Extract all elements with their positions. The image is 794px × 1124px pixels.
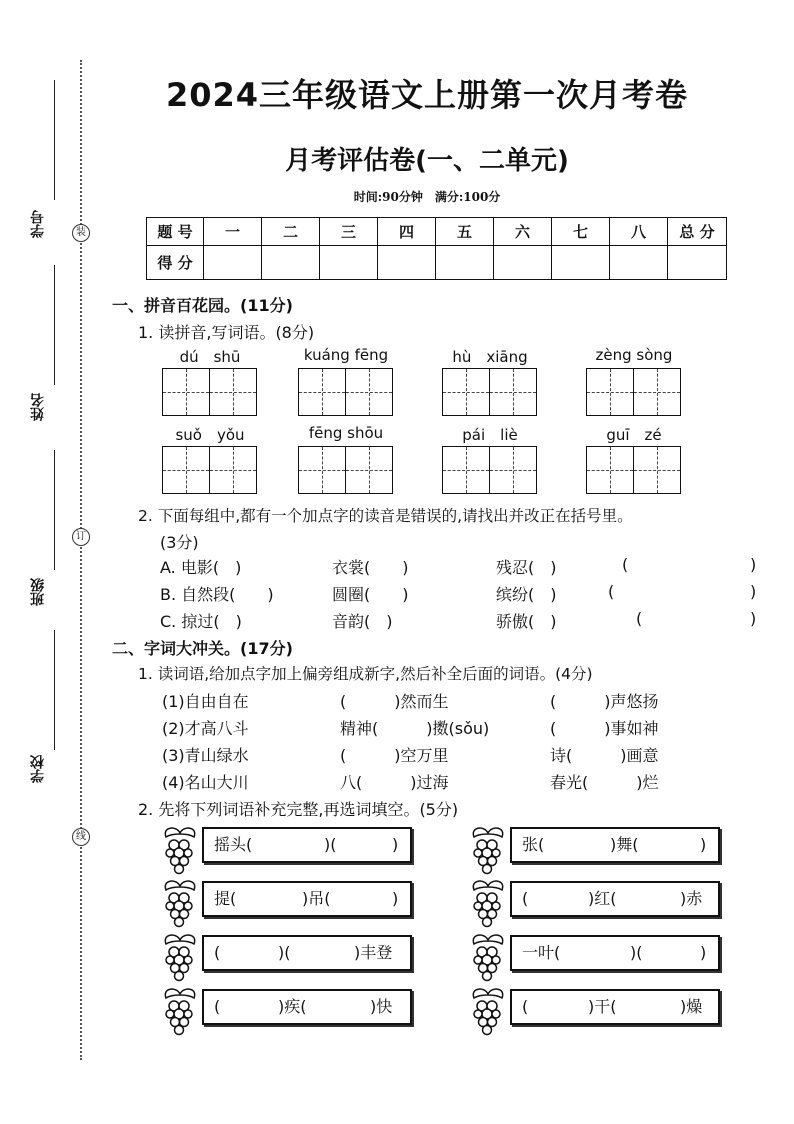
fill-blank[interactable]: ( )然而生: [340, 692, 449, 711]
score-cell[interactable]: [610, 246, 668, 280]
idiom-card[interactable]: [202, 881, 412, 917]
pinyin-writing-box[interactable]: [586, 424, 682, 496]
tianzige-cell[interactable]: [209, 368, 257, 416]
score-header: 总 分: [668, 218, 727, 246]
card-text: )(: [278, 943, 291, 962]
pinyin-writing-box[interactable]: [586, 346, 682, 418]
grape-icon: [158, 823, 202, 875]
answer-item[interactable]: 衣裳( ): [332, 558, 409, 577]
answer-item[interactable]: 音韵( ): [332, 612, 393, 631]
score-header: 三: [320, 218, 378, 246]
s1-q2-points: (3分): [160, 533, 199, 552]
idiom-word: (4)名山大川: [162, 773, 249, 792]
pinyin-label: dú shū: [179, 348, 241, 366]
answer-item[interactable]: 残忍( ): [496, 558, 557, 577]
answer-item[interactable]: C. 掠过( ): [160, 612, 242, 631]
pinyin-label: suǒ yǒu: [175, 426, 245, 444]
pinyin-label: zèng sòng: [595, 346, 673, 364]
idiom-card[interactable]: [510, 935, 720, 971]
card-text: )燥: [680, 997, 703, 1016]
card-text: 一叶(: [522, 943, 561, 962]
grape-icon: [466, 930, 510, 982]
fill-blank[interactable]: 精神( )擞(sǒu): [340, 719, 490, 738]
seal-char: 线: [72, 828, 90, 846]
answer-item[interactable]: 骄傲( ): [496, 612, 557, 631]
s1-q2-row-b: [160, 582, 770, 604]
tianzige-cell[interactable]: [442, 368, 490, 416]
fill-blank[interactable]: 诗( )画意: [550, 746, 659, 765]
s2-q1-prompt: 1. 读词语,给加点字加上偏旁组成新字,然后补全后面的词语。(4分): [138, 665, 593, 683]
card-text: (: [214, 997, 221, 1016]
school-label: 学校: [30, 755, 46, 783]
idiom-word: (3)青山绿水: [162, 746, 249, 765]
score-cell[interactable]: [436, 246, 494, 280]
tianzige-cell[interactable]: [586, 368, 634, 416]
pinyin-writing-box[interactable]: [162, 424, 258, 496]
answer-item[interactable]: 圆圈( ): [332, 585, 409, 604]
tianzige-cell[interactable]: [442, 446, 490, 494]
s1-q2-row-a: [160, 555, 770, 577]
pinyin-writing-box[interactable]: [298, 346, 394, 418]
section2-heading: 二、字词大冲关。(17分): [112, 639, 293, 658]
score-cell[interactable]: [552, 246, 610, 280]
idiom-card[interactable]: [510, 827, 720, 863]
card-text: )舞(: [610, 835, 639, 854]
pinyin-label: kuáng fēng: [303, 346, 389, 364]
card-text: ): [700, 835, 707, 854]
score-table: [146, 217, 727, 280]
tianzige-cell[interactable]: [298, 368, 346, 416]
s1-q2-prompt: 2. 下面每组中,都有一个加点字的读音是错误的,请找出并改正在括号里。: [138, 507, 633, 525]
s2-q1-row: [162, 689, 722, 711]
pinyin-label: fēng shōu: [308, 424, 384, 442]
idiom-word: (2)才高八斗: [162, 719, 249, 738]
score-header: 二: [262, 218, 320, 246]
tianzige-cell[interactable]: [162, 446, 210, 494]
s2-q1-row: [162, 716, 722, 738]
card-text: 张(: [522, 835, 545, 854]
tianzige-cell[interactable]: [489, 368, 537, 416]
tianzige-cell[interactable]: [586, 446, 634, 494]
score-header: 四: [378, 218, 436, 246]
card-text: ): [392, 889, 399, 908]
fill-blank[interactable]: 八( )过海: [340, 773, 449, 792]
fill-blank[interactable]: ( )事如神: [550, 719, 659, 738]
card-text: ): [392, 835, 399, 854]
grape-icon: [158, 930, 202, 982]
correction-open: (: [622, 555, 629, 574]
fill-blank[interactable]: 春光( )烂: [550, 773, 659, 792]
tianzige-cell[interactable]: [345, 368, 393, 416]
card-text: )赤: [680, 889, 703, 908]
score-cell[interactable]: [378, 246, 436, 280]
card-text: )(: [630, 943, 643, 962]
s2-q1-row: [162, 770, 722, 792]
grape-icon: [158, 876, 202, 928]
card-text: )干(: [588, 997, 617, 1016]
s1-q1-prompt: 1. 读拼音,写词语。(8分): [138, 323, 315, 342]
card-text: )疾(: [278, 997, 307, 1016]
tianzige-cell[interactable]: [633, 446, 681, 494]
idiom-card[interactable]: [202, 935, 412, 971]
tianzige-cell[interactable]: [489, 446, 537, 494]
answer-item[interactable]: 缤纷( ): [496, 585, 557, 604]
correction-open: (: [636, 609, 643, 628]
s1-q2-row-c: [160, 609, 770, 631]
card-text: 摇头(: [214, 835, 253, 854]
tianzige-cell[interactable]: [162, 368, 210, 416]
name-label: 姓名: [30, 393, 46, 421]
answer-item[interactable]: A. 电影( ): [160, 558, 242, 577]
school-field[interactable]: [28, 630, 58, 790]
seal-char: 装: [72, 224, 90, 242]
section1-heading: 一、拼音百花园。(11分): [112, 296, 293, 315]
score-header: 七: [552, 218, 610, 246]
fill-blank[interactable]: ( )声悠扬: [550, 692, 659, 711]
time-score-info: 时间:90分钟 满分:100分: [353, 190, 501, 204]
score-cell[interactable]: [204, 246, 262, 280]
card-text: )红(: [588, 889, 617, 908]
name-field[interactable]: [28, 265, 58, 435]
student-id-label: 学号: [30, 210, 46, 238]
class-field[interactable]: [28, 450, 58, 610]
pinyin-writing-box[interactable]: [162, 346, 258, 418]
score-cell[interactable]: [494, 246, 552, 280]
idiom-card[interactable]: [202, 827, 412, 863]
correction-close: ): [750, 555, 757, 574]
page-title: 2024三年级语文上册第一次月考卷: [165, 76, 689, 114]
grape-icon: [466, 984, 510, 1036]
score-cell[interactable]: [668, 246, 727, 280]
card-text: )快: [370, 997, 393, 1016]
card-text: (: [522, 997, 529, 1016]
pinyin-writing-box[interactable]: [442, 346, 538, 418]
idiom-card[interactable]: [510, 881, 720, 917]
binding-line: [80, 60, 82, 1060]
pinyin-label: hù xiāng: [452, 348, 528, 366]
page-subtitle: 月考评估卷(一、二单元): [285, 146, 569, 176]
tianzige-cell[interactable]: [298, 446, 346, 494]
pinyin-label: guī zé: [606, 426, 662, 444]
idiom-card[interactable]: [510, 989, 720, 1025]
idiom-card[interactable]: [202, 989, 412, 1025]
score-header: 一: [204, 218, 262, 246]
card-text: (: [522, 889, 529, 908]
tianzige-cell[interactable]: [633, 368, 681, 416]
score-header: 六: [494, 218, 552, 246]
seal-char: 订: [72, 528, 90, 546]
fill-blank[interactable]: ( )空万里: [340, 746, 449, 765]
tianzige-cell[interactable]: [209, 446, 257, 494]
score-header: 八: [610, 218, 668, 246]
score-cell[interactable]: [320, 246, 378, 280]
score-row-label: 得 分: [147, 246, 204, 280]
card-text: )丰登: [354, 943, 393, 962]
grape-icon: [466, 823, 510, 875]
idiom-word: (1)自由自在: [162, 692, 249, 711]
card-text: )吊(: [302, 889, 331, 908]
correction-open: (: [608, 582, 615, 601]
score-cell[interactable]: [262, 246, 320, 280]
tianzige-cell[interactable]: [345, 446, 393, 494]
score-header: 题 号: [147, 218, 204, 246]
answer-item[interactable]: B. 自然段( ): [160, 585, 274, 604]
score-header: 五: [436, 218, 494, 246]
card-text: ): [700, 943, 707, 962]
s2-q1-row: [162, 743, 722, 765]
pinyin-writing-box[interactable]: [442, 424, 538, 496]
s2-q2-prompt: 2. 先将下列词语补充完整,再选词填空。(5分): [138, 800, 459, 819]
class-label: 班级: [30, 578, 46, 606]
pinyin-label: pái liè: [462, 426, 518, 444]
card-text: )(: [324, 835, 337, 854]
correction-close: ): [750, 582, 757, 601]
correction-close: ): [750, 609, 757, 628]
grape-icon: [466, 876, 510, 928]
grape-icon: [158, 984, 202, 1036]
card-text: 提(: [214, 889, 237, 908]
pinyin-writing-box[interactable]: [298, 424, 394, 496]
card-text: (: [214, 943, 221, 962]
